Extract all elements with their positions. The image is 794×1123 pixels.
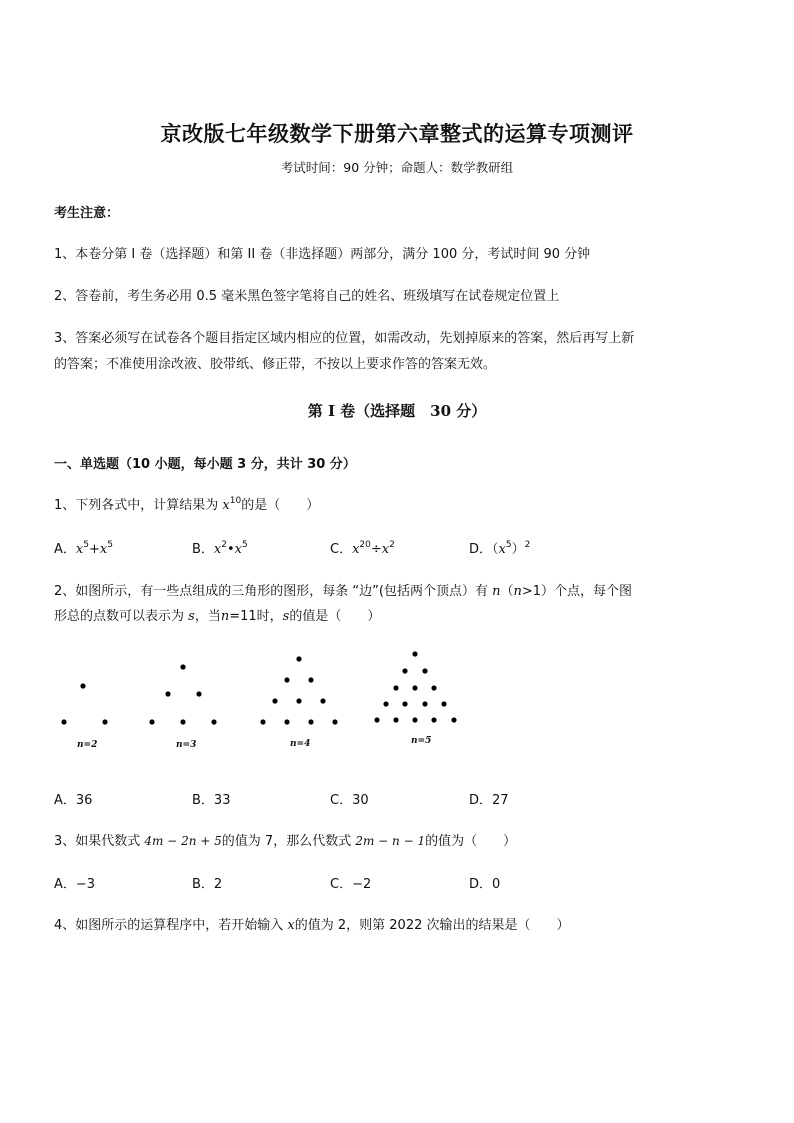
dot	[296, 698, 301, 703]
section-title: 第 I 卷（选择题 30 分）	[307, 402, 487, 420]
dot	[402, 701, 407, 706]
q3-option-c[interactable]: C．−2	[330, 877, 372, 892]
question-2-stem-line2: 形总的点数可以表示为 s，当n=11时，s的值是（ ）	[54, 609, 381, 624]
dot	[320, 698, 325, 703]
figure-label-n4: n=4	[290, 739, 311, 749]
dot	[272, 698, 277, 703]
question-1-stem: 1、下列各式中，计算结果为 $x^{10}$的是（ ）	[54, 495, 320, 513]
dot	[412, 717, 417, 722]
dot	[412, 651, 417, 656]
dot	[260, 719, 265, 724]
dot	[422, 668, 427, 673]
dot	[284, 719, 289, 724]
notice-item-3: 3、答案必须写在试卷各个题目指定区域内相应的位置，如需改动，先划掉原来的答案，然后再写上新	[54, 331, 635, 346]
dot	[61, 719, 66, 724]
dot	[431, 685, 436, 690]
notice-item-2: 2、答卷前，考生务必用 0.5 毫米黑色签字笔将自己的姓名、班级填写在试卷规定位置上	[54, 289, 560, 304]
triangle-n3	[149, 664, 216, 724]
q3-option-a[interactable]: A．−3	[54, 877, 96, 892]
figure-label-n3: n=3	[176, 740, 197, 750]
dot	[308, 677, 313, 682]
dot	[211, 719, 216, 724]
notice-heading: 考生注意：	[54, 206, 120, 221]
dot	[383, 701, 388, 706]
q1-option-d[interactable]: D．$(x^5)^2$	[469, 539, 531, 557]
q3-option-d[interactable]: D．0	[469, 877, 501, 892]
dot	[296, 656, 301, 661]
triangle-dots-figure	[50, 645, 470, 755]
dot	[80, 683, 85, 688]
dot	[431, 717, 436, 722]
dot	[412, 685, 417, 690]
dot	[149, 719, 154, 724]
figure-label-n5: n=5	[411, 736, 432, 746]
dot	[393, 717, 398, 722]
dot	[165, 691, 170, 696]
exam-title: 京改版七年级数学下册第六章整式的运算专项测评	[160, 121, 634, 146]
q1-option-a[interactable]: A．$x^5+x^5$	[54, 539, 113, 557]
q2-option-a[interactable]: A．36	[54, 793, 93, 808]
q2-option-b[interactable]: B．33	[192, 793, 231, 808]
q3-option-b[interactable]: B．2	[192, 877, 223, 892]
question-4-stem: 4、如图所示的运算程序中，若开始输入 x的值为 2，则第 2022 次输出的结果是（ ）	[54, 918, 570, 933]
q2-option-c[interactable]: C．30	[330, 793, 369, 808]
dot	[102, 719, 107, 724]
exam-subtitle: 考试时间：90 分钟；命题人：数学教研组	[280, 160, 514, 175]
dot	[196, 691, 201, 696]
triangle-n4	[260, 656, 337, 724]
dot	[393, 685, 398, 690]
dot	[332, 719, 337, 724]
q2-option-d[interactable]: D．27	[469, 793, 509, 808]
triangle-n5	[374, 651, 456, 722]
notice-item-1: 1、本卷分第 I 卷（选择题）和第 II 卷（非选择题）两部分，满分 100 分，考试时间 90 分钟	[54, 247, 591, 262]
dot	[451, 717, 456, 722]
dot	[402, 668, 407, 673]
figure-label-n2: n=2	[77, 740, 98, 750]
question-2-stem-line1: 2、如图所示，有一些点组成的三角形的图形，每条 “边”(包括两个顶点）有 n（n>1）个点，每个图	[54, 584, 633, 599]
question-3-stem: 3、如果代数式 4m − 2n + 5的值为 7，那么代数式 2m − n − 1的值为（ ）	[54, 834, 517, 849]
dot	[308, 719, 313, 724]
dot	[441, 701, 446, 706]
q1-option-c[interactable]: C．$x^{20}\div x^2$	[330, 539, 395, 557]
q1-option-b[interactable]: B．$x^2•x^5$	[192, 539, 248, 557]
dot	[284, 677, 289, 682]
dot	[422, 701, 427, 706]
triangle-n2	[61, 683, 107, 724]
dot	[374, 717, 379, 722]
dot	[180, 719, 185, 724]
dot	[180, 664, 185, 669]
notice-item-3-cont: 的答案；不准使用涂改液、胶带纸、修正带，不按以上要求作答的答案无效。	[54, 357, 497, 372]
part-heading: 一、单选题（10 小题，每小题 3 分，共计 30 分）	[54, 457, 356, 472]
